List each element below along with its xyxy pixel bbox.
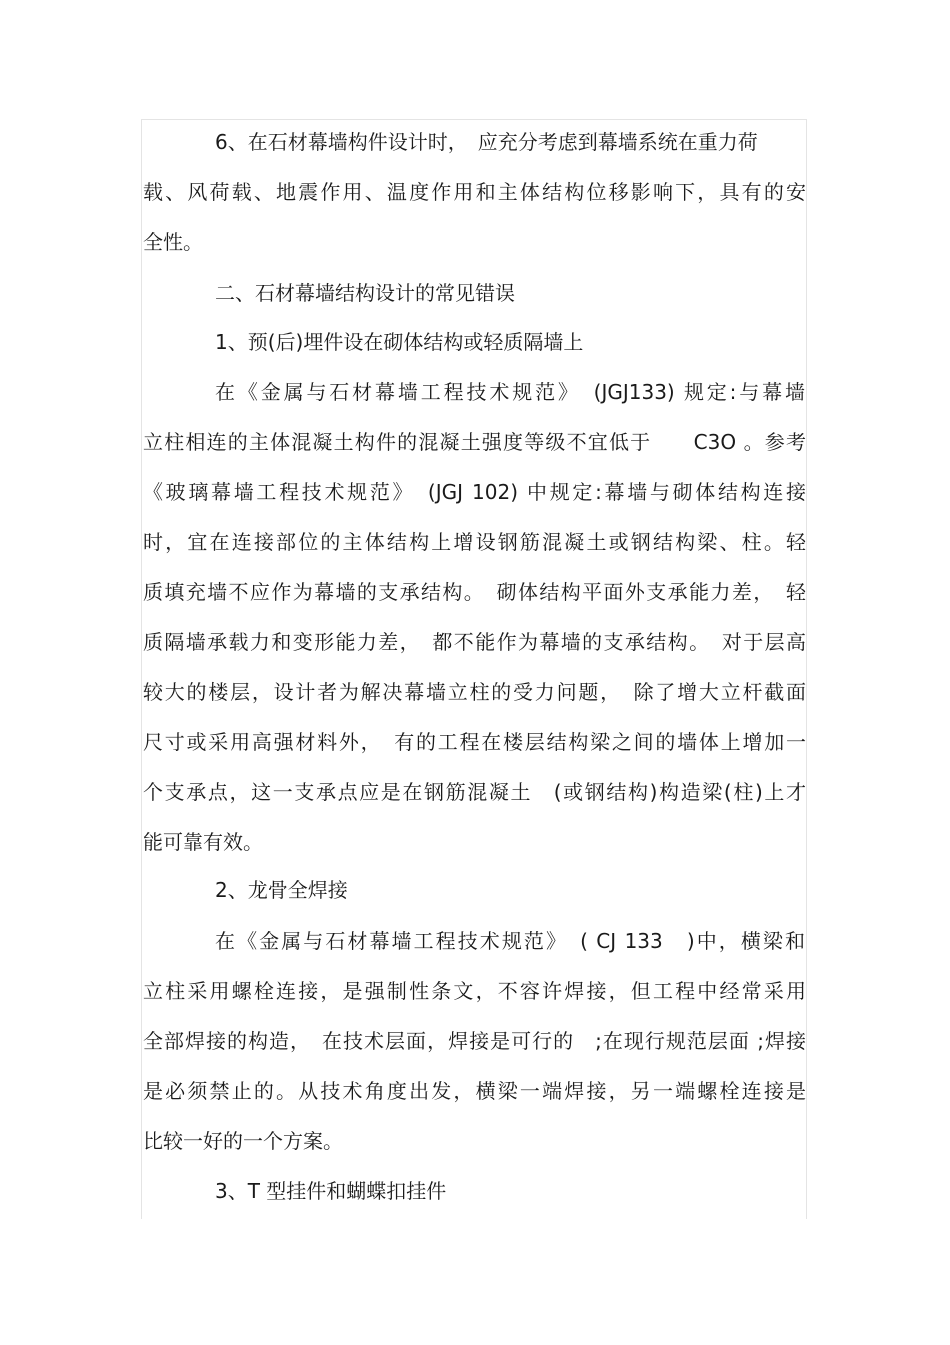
paragraph-line: 能可靠有效。	[143, 830, 263, 854]
paragraph-line: 《玻璃幕墙工程技术规范》 (JGJ 102) 中规定:幕墙与砌体结构连接	[143, 480, 806, 504]
paragraph-line: 尺寸或采用高强材料外， 有的工程在楼层结构梁之间的墙体上增加一	[143, 730, 806, 754]
subsection-heading: 2、龙骨全焊接	[215, 878, 348, 902]
paragraph-line: 在《金属与石材幕墙工程技术规范》 (JGJ133) 规定:与幕墙	[215, 380, 805, 404]
paragraph-line: 是必须禁止的。从技术角度出发，横梁一端焊接，另一端螺栓连接是	[143, 1079, 806, 1103]
section-heading: 二、石材幕墙结构设计的常见错误	[215, 281, 515, 305]
paragraph-line: 质隔墙承载力和变形能力差， 都不能作为幕墙的支承结构。 对于层高	[143, 630, 806, 654]
paragraph-line: 载、风荷载、地震作用、温度作用和主体结构位移影响下，具有的安	[143, 180, 806, 204]
paragraph-line: 立柱采用螺栓连接，是强制性条文，不容许焊接，但工程中经常采用	[143, 979, 806, 1003]
paragraph-line: 6、在石材幕墙构件设计时， 应充分考虑到幕墙系统在重力荷	[215, 130, 758, 154]
paragraph-line: 全性。	[143, 230, 203, 254]
subsection-heading: 1、预(后)埋件设在砌体结构或轻质隔墙上	[215, 330, 584, 354]
paragraph-line: 立柱相连的主体混凝土构件的混凝土强度等级不宜低于 C3O 。参考	[143, 430, 806, 454]
paragraph-line: 全部焊接的构造， 在技术层面，焊接是可行的 ;在现行规范层面 ;焊接	[143, 1029, 806, 1053]
paragraph-line: 质填充墙不应作为幕墙的支承结构。 砌体结构平面外支承能力差， 轻	[143, 580, 806, 604]
paragraph-line: 时，宜在连接部位的主体结构上增设钢筋混凝土或钢结构梁、柱。轻	[143, 530, 806, 554]
paragraph-line: 个支承点，这一支承点应是在钢筋混凝土 (或钢结构)构造梁(柱)上才	[143, 780, 806, 804]
paragraph-line: 较大的楼层，设计者为解决幕墙立柱的受力问题， 除了增大立杆截面	[143, 680, 806, 704]
subsection-heading: 3、T 型挂件和蝴蝶扣挂件	[215, 1179, 447, 1203]
paragraph-line: 比较一好的一个方案。	[143, 1129, 343, 1153]
paragraph-line: 在《金属与石材幕墙工程技术规范》 ( CJ 133 )中，横梁和	[215, 929, 805, 953]
